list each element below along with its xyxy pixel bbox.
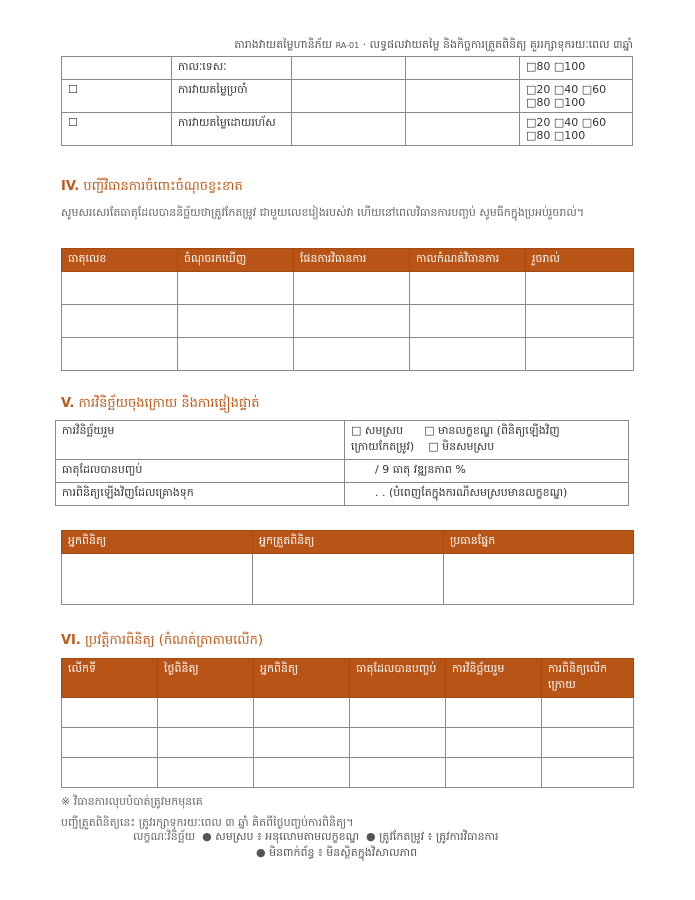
signature-cell[interactable] xyxy=(444,554,634,605)
entry-cell[interactable] xyxy=(158,728,254,758)
review-scheduled-value[interactable]: . . (បំពេញតែក្នុងករណីសមស្របមានលក្ខខណ្ឌ) xyxy=(345,483,629,506)
entry-cell[interactable] xyxy=(294,272,410,305)
table-row xyxy=(62,272,634,305)
entry-cell[interactable] xyxy=(350,698,446,728)
col-header: អ្នកពិនិត្យ xyxy=(62,531,253,554)
criteria-label: ការវាយតម្លៃដោយរហ័ស xyxy=(172,113,292,146)
overall-judgment-options[interactable]: □ សមស្រប □ មានលក្ខខណ្ឌ (ពិនិត្យឡើងវិញក្រោយកែតម្រូវ) □ មិនសមស្រប xyxy=(345,421,629,460)
entry-cell[interactable] xyxy=(542,728,634,758)
checkbox[interactable]: ☐ xyxy=(62,113,172,146)
col-header: ថ្ងៃពិនិត្យ xyxy=(158,659,254,698)
section-5-title: V. ការវិនិច្ឆ័យចុងក្រោយ និងការផ្ទៀងផ្ទាត់ xyxy=(61,396,260,411)
table-row xyxy=(62,80,633,113)
inspection-history-table xyxy=(61,658,634,788)
empty-cell xyxy=(406,57,520,80)
entry-cell[interactable] xyxy=(62,338,178,371)
entry-cell[interactable] xyxy=(350,758,446,788)
col-header: ផែនការវិធានការ xyxy=(294,249,410,272)
table-row xyxy=(56,460,629,483)
empty-cell xyxy=(292,57,406,80)
entry-cell[interactable] xyxy=(410,272,526,305)
section-6-title: VI. ប្រវត្តិការពិនិត្យ (កំណត់ត្រាតាមលើក) xyxy=(61,633,263,648)
overall-judgment-label: ការវិនិច្ឆ័យរួម xyxy=(56,421,345,460)
col-header: ធាតុលេខ xyxy=(62,249,178,272)
entry-cell[interactable] xyxy=(158,698,254,728)
entry-cell[interactable] xyxy=(294,305,410,338)
document-subtitle: · លទ្ធផលវាយតម្លៃ និងកិច្ចការត្រួតពិនិត្យ គួររក្សាទុករយៈពេល ៣ឆ្នាំ xyxy=(362,38,633,51)
entry-cell[interactable] xyxy=(254,758,350,788)
section-4-instruction: សូមសរសេរតែធាតុដែលបាននិច្ឆ័យថាត្រូវកែតម្រូវ ជាមួយលេខរៀងរបស់វា ហើយនៅពេលវិធានការបញ្ចប់ សូមធីកក្នុងប្រអប់រួចរាល់។ xyxy=(61,206,585,219)
entry-cell[interactable] xyxy=(178,338,294,371)
entry-cell[interactable] xyxy=(446,758,542,788)
section-4-title: IV. បញ្ជីវិធានការចំពោះចំណុចខ្វះខាត xyxy=(61,179,243,194)
table-row xyxy=(56,421,629,460)
final-judgment-table xyxy=(55,420,629,506)
col-header: ការវិនិច្ឆ័យរួម xyxy=(446,659,542,698)
entry-cell[interactable] xyxy=(62,305,178,338)
col-header: លើកទី xyxy=(62,659,158,698)
criteria-label: ការវាយតម្លៃប្រចាំ xyxy=(172,80,292,113)
document-title: តារាងវាយតម្លៃហានិភ័យ xyxy=(234,38,333,51)
entry-cell[interactable] xyxy=(446,698,542,728)
entry-cell[interactable] xyxy=(178,305,294,338)
entry-cell[interactable] xyxy=(62,758,158,788)
check-cell xyxy=(62,57,172,80)
table-row xyxy=(62,554,634,605)
review-scheduled-label: ការពិនិត្យឡើងវិញដែលគ្រោងទុក xyxy=(56,483,345,506)
table-row xyxy=(62,758,634,788)
completed-items-value[interactable]: / 9 ធាតុ វឌ្ឍនភាព % xyxy=(345,460,629,483)
entry-cell[interactable] xyxy=(350,728,446,758)
table-row xyxy=(62,305,634,338)
table-row xyxy=(62,113,633,146)
empty-cell xyxy=(292,80,406,113)
col-header: អ្នកត្រួតពិនិត្យ xyxy=(253,531,444,554)
col-header: ប្រធានផ្នែក xyxy=(444,531,634,554)
table-row xyxy=(56,483,629,506)
signature-cell[interactable] xyxy=(62,554,253,605)
corrective-actions-table xyxy=(61,248,634,371)
legend-line-1 xyxy=(133,830,499,846)
completed-items-label: ធាតុដែលបានបញ្ចប់ xyxy=(56,460,345,483)
empty-cell xyxy=(406,80,520,113)
entry-cell[interactable] xyxy=(62,728,158,758)
entry-cell[interactable] xyxy=(526,338,634,371)
entry-cell[interactable] xyxy=(410,338,526,371)
score-options: □20 □40 □60 □80 □100 xyxy=(520,113,633,146)
entry-cell[interactable] xyxy=(254,698,350,728)
col-header: អ្នកពិនិត្យ xyxy=(254,659,350,698)
footnote-priority: ※ វិធានការលុបបំបាត់ត្រូវមកមុនគេ xyxy=(61,795,203,808)
legend-item: ● សមស្រប ៖ អនុលោមតាមលក្ខខណ្ឌ xyxy=(202,830,360,843)
entry-cell[interactable] xyxy=(542,698,634,728)
col-header: រួចរាល់ xyxy=(526,249,634,272)
empty-cell xyxy=(292,113,406,146)
document-code: RA-01 xyxy=(335,41,360,50)
legend-item: ● មិនពាក់ព័ន្ធ ៖ មិនស្ថិតក្នុងវិសាលភាព xyxy=(256,846,418,859)
legend-line-2 xyxy=(256,846,417,862)
criteria-table xyxy=(61,56,633,146)
footnote-retention: បញ្ជីត្រួតពិនិត្យនេះ ត្រូវរក្សាទុករយៈពេល ៣ ឆ្នាំ គិតពីថ្ងៃបញ្ចប់ការពិនិត្យ។ xyxy=(61,816,354,829)
table-row xyxy=(62,698,634,728)
table-row xyxy=(62,338,634,371)
entry-cell[interactable] xyxy=(294,338,410,371)
table-row xyxy=(62,728,634,758)
table-row xyxy=(62,57,633,80)
col-header: ធាតុដែលបានបញ្ចប់ xyxy=(350,659,446,698)
col-header: កាលកំណត់វិធានការ xyxy=(410,249,526,272)
criteria-label: កាលៈទេសៈ xyxy=(172,57,292,80)
col-header: ការពិនិត្យលើកក្រោយ xyxy=(542,659,634,698)
checkbox[interactable]: ☐ xyxy=(62,80,172,113)
empty-cell xyxy=(406,113,520,146)
entry-cell[interactable] xyxy=(410,305,526,338)
entry-cell[interactable] xyxy=(446,728,542,758)
entry-cell[interactable] xyxy=(526,305,634,338)
entry-cell[interactable] xyxy=(542,758,634,788)
signature-table xyxy=(61,530,634,605)
entry-cell[interactable] xyxy=(62,698,158,728)
legend-item: ● ត្រូវកែតម្រូវ ៖ ត្រូវការវិធានការ xyxy=(366,830,499,843)
score-options: □80 □100 xyxy=(520,57,633,80)
entry-cell[interactable] xyxy=(62,272,178,305)
signature-cell[interactable] xyxy=(253,554,444,605)
entry-cell[interactable] xyxy=(178,272,294,305)
page-header xyxy=(0,38,633,54)
entry-cell[interactable] xyxy=(526,272,634,305)
legend-label: លក្ខណៈវិនិច្ឆ័យ xyxy=(133,830,196,843)
col-header: ចំណុចរកឃើញ xyxy=(178,249,294,272)
score-options: □20 □40 □60 □80 □100 xyxy=(520,80,633,113)
entry-cell[interactable] xyxy=(254,728,350,758)
entry-cell[interactable] xyxy=(158,758,254,788)
